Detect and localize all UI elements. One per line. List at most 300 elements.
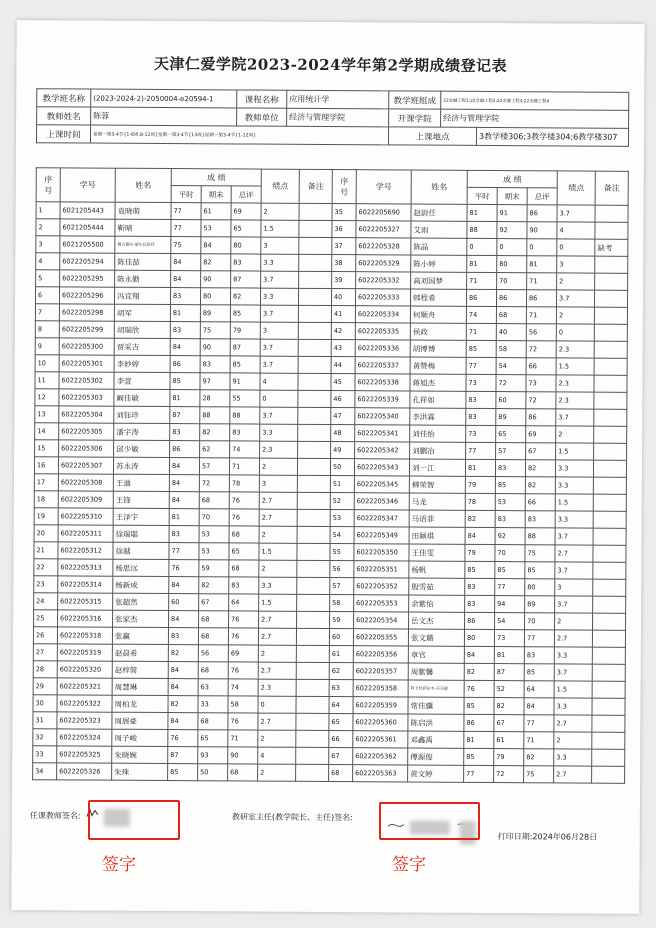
gpa-cell: 2 (258, 730, 296, 747)
remark-cell (593, 494, 626, 511)
gpa-cell: 0 (557, 239, 595, 256)
seq-cell: 67 (329, 748, 353, 765)
seq-cell: 28 (33, 661, 57, 678)
final-score-cell: 89 (496, 409, 526, 426)
student-name-cell: 艾雨 (411, 221, 467, 238)
seq-cell: 34 (33, 763, 57, 780)
final-score-cell: 0 (497, 239, 527, 256)
student-name-cell: 蒋旭杰 (410, 374, 466, 391)
gpa-cell: 2 (557, 273, 595, 290)
regular-score-cell: 83 (169, 526, 199, 543)
total-score-cell: 70 (525, 613, 555, 630)
regular-score-cell: 83 (170, 288, 200, 305)
student-name-cell: 邓鑫禹 (408, 731, 464, 748)
final-score-cell: 62 (200, 441, 230, 458)
final-score-cell: 53 (495, 494, 525, 511)
grades-table (32, 167, 629, 784)
student-id-cell: 6022205302 (59, 372, 114, 389)
seq-cell: 23 (34, 576, 58, 593)
gpa-cell: 3.3 (260, 424, 298, 441)
gpa-cell: 3.3 (259, 577, 297, 594)
final-score-cell: 53 (199, 543, 229, 560)
remark-cell (593, 460, 626, 477)
total-score-cell: 83 (229, 577, 259, 594)
student-name-cell: 李妙婷 (114, 355, 170, 372)
total-score-cell: 90 (527, 222, 557, 239)
total-score-cell: 56 (526, 324, 556, 341)
student-name-cell: 王泽宇 (113, 508, 169, 525)
final-score-cell: 82 (494, 698, 524, 715)
seq-cell: 57 (330, 578, 354, 595)
course-info-table (36, 88, 629, 147)
seq-cell: 3 (36, 236, 60, 253)
teacher-unit-value: 经济与管理学院 (287, 108, 389, 127)
class-name-label: 教学班名称 (37, 89, 91, 107)
gpa-cell: 3.7 (261, 271, 299, 288)
seq-cell: 62 (329, 663, 353, 680)
signature-highlight-box-left (88, 800, 180, 840)
total-score-cell: 71 (228, 730, 258, 747)
grade-sheet-paper (11, 20, 644, 914)
regular-score-cell: 84 (464, 646, 494, 663)
total-score-cell: 64 (229, 594, 259, 611)
gpa-cell: 0 (556, 324, 594, 341)
seq-cell: 31 (33, 712, 57, 729)
remark-cell (299, 237, 332, 254)
student-id-cell: 6022205361 (353, 731, 408, 748)
seq-cell: 48 (331, 425, 355, 442)
student-name-cell: 杨帆 (409, 561, 465, 578)
student-id-cell: 6022205307 (58, 457, 113, 474)
student-id-cell: 6022205349 (354, 527, 409, 544)
student-id-cell: 6022205298 (59, 304, 114, 321)
total-score-cell: 72 (526, 392, 556, 409)
student-id-cell: 6022205347 (354, 510, 409, 527)
seq-cell: 63 (329, 680, 353, 697)
gpa-cell: 2 (259, 458, 297, 475)
seq-cell: 53 (330, 510, 354, 527)
total-score-cell: 85 (230, 305, 260, 322)
final-score-cell: 40 (496, 324, 526, 341)
student-name-cell: 周紫馨 (408, 663, 464, 680)
student-id-cell: 6022205363 (353, 765, 408, 782)
total-score-cell: 86 (526, 290, 556, 307)
total-score-cell: 68 (228, 764, 258, 781)
student-id-cell: 6022205354 (354, 612, 409, 629)
total-score-cell: 69 (526, 426, 556, 443)
regular-score-cell: 85 (464, 697, 494, 714)
gpa-cell: 3.7 (557, 290, 595, 307)
final-score-cell: 83 (495, 460, 525, 477)
remark-cell (297, 509, 330, 526)
total-score-cell: 80 (525, 579, 555, 596)
regular-score-cell: 77 (466, 442, 496, 459)
seq-cell: 17 (34, 474, 58, 491)
student-id-cell: 6022205352 (354, 578, 409, 595)
regular-score-cell: 76 (169, 560, 199, 577)
final-score-cell: 70 (497, 273, 527, 290)
gpa-cell: 4 (557, 222, 595, 239)
student-name-cell: 张家杰 (113, 610, 169, 627)
gpa-cell: 2.7 (258, 662, 296, 679)
student-id-cell: 6022205312 (58, 542, 113, 559)
regular-score-cell: 80 (464, 629, 494, 646)
regular-score-cell: 84 (171, 254, 201, 271)
remark-cell (299, 220, 332, 237)
student-id-cell: 6022205314 (58, 576, 113, 593)
remark-cell (593, 545, 626, 562)
remark-cell (297, 594, 330, 611)
student-id-cell: 6022205324 (57, 729, 112, 746)
final-score-cell: 92 (497, 222, 527, 239)
gpa-cell: 1.5 (259, 594, 297, 611)
student-id-cell: 6022205329 (356, 255, 411, 272)
total-score-cell: 67 (526, 443, 556, 460)
final-score-cell: 88 (200, 407, 230, 424)
student-name-cell: 张文璐 (408, 629, 464, 646)
remark-cell (297, 475, 330, 492)
final-score-cell: 61 (201, 203, 231, 220)
grades-table-body (33, 202, 629, 784)
class-time-value: 星期一第3-4节{1-6周,8-12周}星期一第3-4节{13周}星期一第3-4节{1-12周} (90, 125, 388, 145)
student-id-cell: 6022205295 (60, 270, 115, 287)
seq-cell: 35 (332, 204, 356, 221)
student-id-cell: 6022205690 (356, 204, 411, 221)
final-score-cell: 50 (198, 764, 228, 781)
final-score-cell: 57 (496, 443, 526, 460)
total-score-cell: 65 (229, 543, 259, 560)
student-name-cell: 冯宜翔 (114, 287, 170, 304)
student-name-cell: 张赢 (112, 627, 168, 644)
seq-cell: 46 (331, 391, 355, 408)
seq-cell: 9 (35, 338, 59, 355)
total-score-cell: 77 (524, 630, 554, 647)
gpa-cell: 0 (258, 696, 296, 713)
student-id-cell: 6022205323 (57, 712, 112, 729)
student-name-header: 姓名 (115, 168, 171, 202)
seq-cell: 38 (332, 255, 356, 272)
seq-cell: 37 (332, 238, 356, 255)
student-id-cell: 6022205337 (355, 357, 410, 374)
final-score-cell: 59 (199, 560, 229, 577)
regular-score-cell: 86 (170, 441, 200, 458)
gpa-cell: 3.7 (260, 305, 298, 322)
student-name-cell: 周展豪 (112, 712, 168, 729)
total-score-cell: 87 (230, 339, 260, 356)
total-score-cell: 76 (229, 611, 259, 628)
student-name-cell: 张超然 (113, 593, 169, 610)
remark-cell (593, 477, 626, 494)
regular-score-cell: 75 (171, 237, 201, 254)
remark-header: 备注 (299, 169, 332, 203)
total-score-cell: 85 (524, 664, 554, 681)
regular-score-cell: 86 (170, 356, 200, 373)
student-name-cell: 王迪 (113, 474, 169, 491)
remark-cell (592, 630, 625, 647)
final-score-cell: 89 (200, 305, 230, 322)
remark-cell (296, 696, 329, 713)
remark-header: 备注 (595, 171, 628, 205)
regular-score-cell: 71 (467, 272, 497, 289)
student-name-cell: 赵尉任 (411, 204, 467, 221)
student-name-cell: 陈佳喆 (115, 253, 171, 270)
total-score-cell: 68 (229, 526, 259, 543)
total-score-cell: 65 (231, 220, 261, 237)
seq-cell: 20 (34, 525, 58, 542)
student-name-cell: 朱珠 (112, 763, 168, 780)
final-score-cell: 87 (494, 664, 524, 681)
final-score-cell: 28 (200, 390, 230, 407)
student-id-cell: 6022205328 (356, 238, 411, 255)
student-name-cell: 杨新成 (113, 576, 169, 593)
total-score-cell: 76 (229, 492, 259, 509)
seq-cell: 54 (330, 527, 354, 544)
regular-score-cell: 83 (170, 424, 200, 441)
student-id-cell: 6022205315 (58, 593, 113, 610)
remark-cell (592, 715, 625, 732)
seq-cell: 2 (36, 219, 60, 236)
total-score-cell: 88 (525, 528, 555, 545)
total-score-cell: 89 (525, 596, 555, 613)
final-score-cell: 83 (200, 356, 230, 373)
remark-cell (595, 205, 628, 222)
seq-cell: 52 (330, 493, 354, 510)
final-score-cell: 63 (198, 679, 228, 696)
gpa-cell: 2.7 (554, 715, 592, 732)
seq-cell: 66 (329, 731, 353, 748)
gpa-cell: 0 (260, 390, 298, 407)
regular-score-cell: 82 (465, 510, 495, 527)
final-score-cell: 81 (494, 647, 524, 664)
student-id-cell: 6022205357 (353, 663, 408, 680)
seq-cell: 33 (33, 746, 57, 763)
total-score-cell: 83 (230, 424, 260, 441)
student-id-cell: 6022205343 (354, 459, 409, 476)
student-id-cell: 6022205306 (59, 440, 114, 457)
student-id-cell: 6022205333 (356, 289, 411, 306)
remark-cell (594, 409, 627, 426)
class-group-value: 22金融工程1;22金融工程2;22金融工程3;22金融工程4 (441, 91, 629, 110)
student-id-cell: 6022205346 (354, 493, 409, 510)
student-id-cell: 6022205301 (59, 355, 114, 372)
final-score-cell: 54 (496, 358, 526, 375)
student-id-cell: 6022205356 (353, 646, 408, 663)
student-name-cell: 陈永勤 (115, 270, 171, 287)
gpa-cell: 2.3 (258, 679, 296, 696)
total-score-cell: 82 (524, 749, 554, 766)
final-score-cell: 68 (496, 307, 526, 324)
seq-cell: 24 (34, 593, 58, 610)
student-name-cell: 贾采吉 (114, 338, 170, 355)
regular-score-cell: 81 (170, 390, 200, 407)
final-score-cell: 83 (495, 511, 525, 528)
teacher-name-label: 教师姓名 (37, 107, 91, 125)
remark-cell (298, 373, 331, 390)
total-score-cell: 83 (525, 511, 555, 528)
remark-cell (594, 375, 627, 392)
gpa-cell: 1.5 (259, 543, 297, 560)
gpa-cell: 3 (555, 579, 593, 596)
remark-cell (296, 730, 329, 747)
seq-cell: 32 (33, 729, 57, 746)
total-score-cell: 75 (525, 545, 555, 562)
remark-cell (592, 681, 625, 698)
gpa-cell: 3.3 (555, 477, 593, 494)
remark-cell (299, 203, 332, 220)
seq-cell: 36 (332, 221, 356, 238)
final-score-cell: 70 (495, 545, 525, 562)
final-score-cell: 67 (494, 715, 524, 732)
seq-cell: 8 (35, 321, 59, 338)
regular-score-cell: 83 (466, 391, 496, 408)
gpa-cell: 3.7 (260, 339, 298, 356)
regular-score-cell: 84 (169, 458, 199, 475)
final-score-cell: 72 (496, 375, 526, 392)
gpa-cell: 1.5 (554, 681, 592, 698)
student-id-cell: 6022205322 (57, 695, 112, 712)
gpa-cell: 2 (554, 732, 592, 749)
total-score-cell: 87 (231, 271, 261, 288)
gpa-cell: 2.7 (259, 492, 297, 509)
student-name-cell: 杨思远 (113, 559, 169, 576)
seq-cell: 16 (34, 457, 58, 474)
seq-cell: 6 (35, 287, 59, 304)
remark-cell (298, 322, 331, 339)
final-score-cell: 84 (201, 237, 231, 254)
regular-score-cell: 84 (168, 662, 198, 679)
regular-score-cell: 88 (467, 221, 497, 238)
total-score-cell: 58 (228, 696, 258, 713)
student-name-cell: 苏永涛 (113, 457, 169, 474)
student-name-cell: 侯政 (410, 323, 466, 340)
total-score-cell: 86 (527, 205, 557, 222)
seq-cell: 45 (331, 374, 355, 391)
remark-cell (296, 662, 329, 679)
student-id-cell: 6022205351 (354, 561, 409, 578)
total-score-cell: 66 (525, 494, 555, 511)
final-score-cell: 90 (201, 271, 231, 288)
seq-cell: 7 (35, 304, 59, 321)
student-name-cell: 穆力德尔·斯尔瓦依拜 (115, 236, 171, 253)
final-score-cell: 58 (496, 341, 526, 358)
seq-cell: 30 (33, 695, 57, 712)
seq-cell: 19 (34, 508, 58, 525)
gpa-cell: 3.7 (555, 596, 593, 613)
student-name-cell: 章官 (408, 646, 464, 663)
final-score-cell: 86 (496, 290, 526, 307)
seq-cell: 58 (330, 595, 354, 612)
final-score-cell: 53 (199, 526, 229, 543)
student-id-cell: 6022205300 (59, 338, 114, 355)
total-score-cell: 69 (228, 645, 258, 662)
seq-cell: 56 (330, 561, 354, 578)
student-name-cell: 李萱 (114, 372, 170, 389)
total-score-cell: 85 (525, 562, 555, 579)
remark-cell (594, 392, 627, 409)
final-score-cell: 54 (495, 613, 525, 630)
class-place-value: 3教学楼306;3教学楼304;6教学楼307 (476, 127, 628, 146)
remark-cell (299, 254, 332, 271)
student-name-cell: 刘钰珍 (114, 406, 170, 423)
student-name-cell: 王佳雯 (409, 544, 465, 561)
regular-score-cell: 73 (466, 374, 496, 391)
remark-cell (594, 307, 627, 324)
regular-score-cell: 0 (467, 238, 497, 255)
seq-cell: 15 (35, 440, 59, 457)
final-score-cell: 60 (496, 392, 526, 409)
gpa-cell: 3.7 (555, 562, 593, 579)
student-name-cell: 阿卜杜萨拉木·买买提 (408, 680, 464, 697)
student-name-cell: 殷雪茹 (409, 578, 465, 595)
gpa-cell: 2 (259, 526, 297, 543)
final-score-cell: 56 (198, 645, 228, 662)
total-score-cell: 69 (231, 203, 261, 220)
student-name-cell: 徐瑞聪 (113, 525, 169, 542)
final-score-cell: 92 (495, 528, 525, 545)
offering-college-label: 开课学院 (389, 109, 441, 127)
remark-cell (298, 305, 331, 322)
total-score-cell: 88 (230, 407, 260, 424)
final-score-cell: 67 (199, 594, 229, 611)
student-name-cell: 马龙 (409, 493, 465, 510)
remark-cell (592, 766, 625, 783)
regular-score-cell: 85 (170, 373, 200, 390)
final-score-cell: 91 (497, 205, 527, 222)
seq-cell: 55 (330, 544, 354, 561)
gpa-cell: 2.3 (556, 375, 594, 392)
gpa-cell: 3.7 (260, 356, 298, 373)
seq-cell: 51 (330, 476, 354, 493)
final-score-cell: 61 (494, 732, 524, 749)
regular-score-cell: 83 (466, 408, 496, 425)
gpa-cell: 2.7 (554, 766, 592, 783)
seq-cell: 11 (35, 372, 59, 389)
gpa-cell: 3.7 (556, 409, 594, 426)
remark-cell (296, 764, 329, 781)
total-score-header: 总评 (231, 186, 261, 203)
seq-cell: 22 (34, 559, 58, 576)
final-score-cell: 57 (199, 458, 229, 475)
regular-score-cell: 78 (465, 493, 495, 510)
seq-cell: 44 (331, 357, 355, 374)
regular-score-cell: 82 (168, 696, 198, 713)
student-id-cell: 6022205336 (355, 340, 410, 357)
final-score-cell: 97 (200, 373, 230, 390)
total-score-cell: 79 (230, 322, 260, 339)
seq-cell: 50 (330, 459, 354, 476)
sheet-title: 天津仁爱学院2023-2024学年第2学期成绩登记表 (153, 54, 508, 76)
remark-cell (593, 562, 626, 579)
seq-cell: 42 (331, 323, 355, 340)
director-signature-label: 教研室主任(教学院长、主任)签名: (231, 812, 353, 823)
signature-highlight-box-right (379, 802, 480, 840)
final-score-cell: 80 (200, 288, 230, 305)
gpa-cell: 2 (258, 764, 296, 781)
regular-score-cell: 77 (466, 357, 496, 374)
total-score-header: 总评 (527, 188, 557, 205)
final-score-cell: 85 (495, 562, 525, 579)
gpa-cell: 2 (555, 613, 593, 630)
student-name-cell: 邱少敏 (114, 440, 170, 457)
student-name-cell: 黄赞梅 (410, 357, 466, 374)
total-score-cell: 72 (526, 341, 556, 358)
course-name-label: 课程名称 (237, 90, 287, 108)
student-id-cell: 6022205326 (57, 763, 112, 780)
remark-cell (297, 543, 330, 560)
gpa-cell: 2.7 (258, 628, 296, 645)
gpa-cell: 3.3 (554, 698, 592, 715)
student-id-cell: 6022205338 (355, 374, 410, 391)
